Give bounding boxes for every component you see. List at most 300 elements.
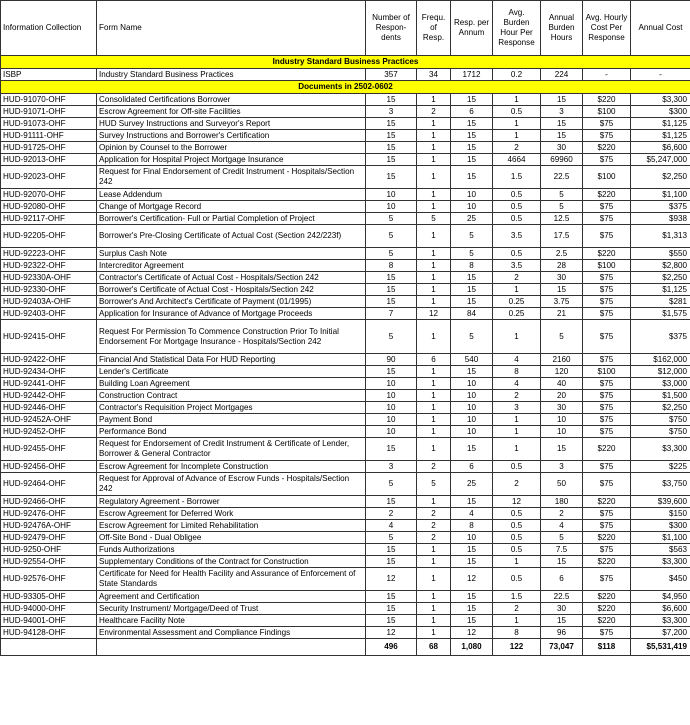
cell-respondents: 15 — [366, 142, 417, 154]
cell-avg-burden: 1 — [493, 320, 541, 354]
cell-form-name: Escrow Agreement for Limited Rehabilitation — [97, 520, 366, 532]
cell-annual-cost: $225 — [631, 461, 690, 473]
cell-form-name: Agreement and Certification — [97, 591, 366, 603]
cell-info-collection: HUD-91073-OHF — [1, 118, 97, 130]
cell-frequency: 2 — [417, 532, 451, 544]
table-row — [1, 414, 690, 426]
cell-annual-cost: $563 — [631, 544, 690, 556]
cell-form-name: Financial And Statistical Data For HUD Reporting — [97, 354, 366, 366]
cell-hourly-cost: $220 — [583, 142, 631, 154]
cell-annual-hours: 30 — [541, 142, 583, 154]
cell-annual-cost: $281 — [631, 296, 690, 308]
cell-respondents: 5 — [366, 320, 417, 354]
cell-info-collection: HUD-92223-OHF — [1, 248, 97, 260]
cell-hourly-cost: $75 — [583, 414, 631, 426]
cell-info-collection: HUD-92455-OHF — [1, 438, 97, 461]
cell-annual-hours: 5 — [541, 201, 583, 213]
cell-info-collection: HUD-94001-OHF — [1, 615, 97, 627]
cell-annual-cost: $162,000 — [631, 354, 690, 366]
cell-hourly-cost: $75 — [583, 390, 631, 402]
cell-resp-per-annum: 10 — [451, 390, 493, 402]
cell-avg-burden: 12 — [493, 496, 541, 508]
cell-resp-per-annum: 25 — [451, 473, 493, 496]
cell-respondents: 15 — [366, 130, 417, 142]
cell-frequency: 1 — [417, 201, 451, 213]
cell-form-name: Borrower's Certification- Full or Partial Completion of Project — [97, 213, 366, 225]
table-row — [1, 225, 690, 248]
cell-frequency: 1 — [417, 438, 451, 461]
cell-avg-burden: 1 — [493, 284, 541, 296]
cell-annual-hours: 10 — [541, 414, 583, 426]
cell-hourly-cost: $75 — [583, 320, 631, 354]
cell-respondents: 5 — [366, 248, 417, 260]
cell-resp-per-annum: 25 — [451, 213, 493, 225]
cell-annual-cost: $750 — [631, 414, 690, 426]
cell-frequency: 5 — [417, 213, 451, 225]
table-row — [1, 508, 690, 520]
cell-resp-per-annum: 5 — [451, 225, 493, 248]
table-row — [1, 627, 690, 639]
cell-annual-hours: 15 — [541, 130, 583, 142]
cell-hourly-cost: $75 — [583, 296, 631, 308]
cell-respondents: 5 — [366, 532, 417, 544]
cell-hourly-cost: $220 — [583, 556, 631, 568]
cell-resp-per-annum: 10 — [451, 402, 493, 414]
cell-form-name: Surplus Cash Note — [97, 248, 366, 260]
table-row — [1, 260, 690, 272]
cell-form-name: Lease Addendum — [97, 189, 366, 201]
cell-hourly-cost: $220 — [583, 438, 631, 461]
total-frequency: 68 — [417, 639, 451, 656]
cell-annual-hours: 30 — [541, 402, 583, 414]
cell-annual-hours: 15 — [541, 284, 583, 296]
header-row — [1, 1, 690, 56]
cell-hourly-cost: $75 — [583, 308, 631, 320]
table-row — [1, 154, 690, 166]
cell-annual-cost: $1,500 — [631, 390, 690, 402]
cell-frequency: 1 — [417, 284, 451, 296]
table-row — [1, 461, 690, 473]
cell-annual-hours: 30 — [541, 272, 583, 284]
cell-avg-burden: 0.5 — [493, 213, 541, 225]
table-row — [1, 189, 690, 201]
cell-hourly-cost: $75 — [583, 402, 631, 414]
cell-resp-per-annum: 540 — [451, 354, 493, 366]
cell-resp-per-annum: 15 — [451, 366, 493, 378]
cell-resp-per-annum: 15 — [451, 615, 493, 627]
cell-resp-per-annum: 10 — [451, 414, 493, 426]
cell-annual-hours: 15 — [541, 118, 583, 130]
cell-form-name: Supplementary Conditions of the Contract for Construction — [97, 556, 366, 568]
cell-annual-cost: $12,000 — [631, 366, 690, 378]
cell-info-collection: HUD-91070-OHF — [1, 94, 97, 106]
cell-form-name: Request for Approval of Advance of Escrow Funds - Hospitals/Section 242 — [97, 473, 366, 496]
cell-info-collection: HUD-92070-OHF — [1, 189, 97, 201]
cell-hourly-cost: $220 — [583, 603, 631, 615]
cell-respondents: 15 — [366, 94, 417, 106]
cell-resp-per-annum: 15 — [451, 556, 493, 568]
cell-hourly-cost: $75 — [583, 130, 631, 142]
cell-annual-hours: 15 — [541, 94, 583, 106]
cell-resp-per-annum: 10 — [451, 201, 493, 213]
cell-info-collection: HUD-92403A-OHF — [1, 296, 97, 308]
cell-annual-hours: 2.5 — [541, 248, 583, 260]
cell-info-collection: HUD-92434-OHF — [1, 366, 97, 378]
cell-resp-per-annum: 10 — [451, 426, 493, 438]
cell-info-collection — [1, 639, 97, 656]
table-row — [1, 248, 690, 260]
cell-hourly-cost: $75 — [583, 225, 631, 248]
cell-info-collection: HUD-92330-OHF — [1, 284, 97, 296]
cell-annual-hours: 12.5 — [541, 213, 583, 225]
cell-info-collection: HUD-92403-OHF — [1, 308, 97, 320]
cell-info-collection: HUD-94128-OHF — [1, 627, 97, 639]
cell-avg-burden: 0.5 — [493, 544, 541, 556]
cell-annual-cost: $750 — [631, 426, 690, 438]
cell-frequency: 1 — [417, 568, 451, 591]
cell-resp-per-annum: 4 — [451, 508, 493, 520]
cell-form-name: Borrower's And Architect's Certificate of Payment (01/1995) — [97, 296, 366, 308]
cell-frequency: 1 — [417, 426, 451, 438]
cell-annual-cost: - — [631, 69, 690, 81]
table-row — [1, 213, 690, 225]
cell-avg-burden: 0.5 — [493, 508, 541, 520]
table-row — [1, 378, 690, 390]
table-row — [1, 390, 690, 402]
cell-hourly-cost: $75 — [583, 426, 631, 438]
cell-form-name: Off-Site Bond - Dual Obligee — [97, 532, 366, 544]
cell-info-collection: HUD-92441-OHF — [1, 378, 97, 390]
cell-annual-hours: 224 — [541, 69, 583, 81]
table-row — [1, 272, 690, 284]
header-frequency: Frequ. of Resp. — [417, 1, 451, 56]
cell-respondents: 12 — [366, 568, 417, 591]
cell-resp-per-annum: 10 — [451, 189, 493, 201]
table-row — [1, 69, 690, 81]
cell-respondents: 10 — [366, 189, 417, 201]
cell-frequency: 5 — [417, 473, 451, 496]
cell-form-name: Lender's Certificate — [97, 366, 366, 378]
cell-resp-per-annum: 5 — [451, 320, 493, 354]
cell-resp-per-annum: 15 — [451, 591, 493, 603]
cell-annual-hours: 7.5 — [541, 544, 583, 556]
cell-frequency: 1 — [417, 130, 451, 142]
cell-avg-burden: 1.5 — [493, 166, 541, 189]
cell-hourly-cost: $75 — [583, 354, 631, 366]
table-row — [1, 473, 690, 496]
cell-avg-burden: 3 — [493, 402, 541, 414]
cell-frequency: 1 — [417, 189, 451, 201]
cell-hourly-cost: $220 — [583, 496, 631, 508]
cell-info-collection: HUD-91725-OHF — [1, 142, 97, 154]
cell-info-collection: HUD-92456-OHF — [1, 461, 97, 473]
cell-hourly-cost: $220 — [583, 591, 631, 603]
table-row — [1, 603, 690, 615]
cell-hourly-cost: $100 — [583, 260, 631, 272]
cell-frequency: 6 — [417, 354, 451, 366]
cell-info-collection: HUD-93305-OHF — [1, 591, 97, 603]
cell-avg-burden: 0.5 — [493, 189, 541, 201]
cell-respondents: 15 — [366, 154, 417, 166]
cell-avg-burden: 1 — [493, 615, 541, 627]
cell-annual-cost: $3,300 — [631, 615, 690, 627]
cell-frequency: 2 — [417, 508, 451, 520]
cell-annual-hours: 30 — [541, 603, 583, 615]
cell-frequency: 1 — [417, 166, 451, 189]
cell-frequency: 1 — [417, 260, 451, 272]
cell-avg-burden: 2 — [493, 272, 541, 284]
cell-resp-per-annum: 84 — [451, 308, 493, 320]
cell-form-name: Contractor's Certificate of Actual Cost - Hospitals/Section 242 — [97, 272, 366, 284]
cell-hourly-cost: $75 — [583, 378, 631, 390]
table-row — [1, 591, 690, 603]
cell-resp-per-annum: 15 — [451, 118, 493, 130]
cell-annual-hours: 22.5 — [541, 166, 583, 189]
cell-form-name: Industry Standard Business Practices — [97, 69, 366, 81]
cell-info-collection: ISBP — [1, 69, 97, 81]
table-row — [1, 106, 690, 118]
cell-frequency: 1 — [417, 544, 451, 556]
table-body — [1, 56, 690, 639]
cell-respondents: 15 — [366, 166, 417, 189]
cell-resp-per-annum: 1712 — [451, 69, 493, 81]
cell-form-name: Environmental Assessment and Compliance Findings — [97, 627, 366, 639]
cell-form-name — [97, 639, 366, 656]
cell-form-name: Application for Insurance of Advance of Mortgage Proceeds — [97, 308, 366, 320]
cell-respondents: 15 — [366, 284, 417, 296]
cell-frequency: 1 — [417, 390, 451, 402]
table-row — [1, 296, 690, 308]
cell-frequency: 1 — [417, 272, 451, 284]
cell-frequency: 1 — [417, 615, 451, 627]
cell-resp-per-annum: 12 — [451, 568, 493, 591]
cell-avg-burden: 0.2 — [493, 69, 541, 81]
cell-annual-cost: $3,300 — [631, 438, 690, 461]
cell-frequency: 1 — [417, 296, 451, 308]
cell-annual-hours: 96 — [541, 627, 583, 639]
header-annual-hours: Annual Burden Hours — [541, 1, 583, 56]
cell-form-name: Borrower's Certificate of Actual Cost - Hospitals/Section 242 — [97, 284, 366, 296]
header-form-name: Form Name — [97, 1, 366, 56]
cell-form-name: Certificate for Need for Health Facility and Assurance of Enforcement of State Standards — [97, 568, 366, 591]
header-hourly-cost: Avg. Hourly Cost Per Response — [583, 1, 631, 56]
cell-frequency: 2 — [417, 520, 451, 532]
cell-annual-hours: 21 — [541, 308, 583, 320]
cell-annual-cost: $1,125 — [631, 118, 690, 130]
cell-respondents: 8 — [366, 260, 417, 272]
cell-annual-hours: 15 — [541, 438, 583, 461]
cell-avg-burden: 2 — [493, 473, 541, 496]
table-row — [1, 201, 690, 213]
cell-respondents: 15 — [366, 438, 417, 461]
table-row — [1, 320, 690, 354]
cell-annual-hours: 10 — [541, 426, 583, 438]
cell-resp-per-annum: 15 — [451, 166, 493, 189]
cell-annual-hours: 40 — [541, 378, 583, 390]
cell-annual-hours: 22.5 — [541, 591, 583, 603]
cell-annual-hours: 120 — [541, 366, 583, 378]
cell-annual-cost: $1,100 — [631, 189, 690, 201]
cell-form-name: Request For Permission To Commence Construction Prior To Initial Endorsement For Mortgage Insurance - Hospitals/Section 242 — [97, 320, 366, 354]
cell-frequency: 2 — [417, 106, 451, 118]
cell-annual-cost: $1,100 — [631, 532, 690, 544]
cell-annual-cost: $2,250 — [631, 166, 690, 189]
cell-info-collection: HUD-92446-OHF — [1, 402, 97, 414]
cell-annual-hours: 28 — [541, 260, 583, 272]
cell-annual-cost: $3,750 — [631, 473, 690, 496]
cell-respondents: 15 — [366, 366, 417, 378]
cell-form-name: Request for Final Endorsement of Credit Instrument - Hospitals/Section 242 — [97, 166, 366, 189]
cell-avg-burden: 1 — [493, 556, 541, 568]
cell-frequency: 1 — [417, 225, 451, 248]
cell-form-name: Performance Bond — [97, 426, 366, 438]
cell-resp-per-annum: 15 — [451, 496, 493, 508]
table-row — [1, 94, 690, 106]
cell-annual-hours: 20 — [541, 390, 583, 402]
table-row — [1, 118, 690, 130]
cell-resp-per-annum: 6 — [451, 106, 493, 118]
cell-form-name: HUD Survey Instructions and Surveyor's Report — [97, 118, 366, 130]
cell-info-collection: HUD-9250-OHF — [1, 544, 97, 556]
cell-resp-per-annum: 12 — [451, 627, 493, 639]
cell-frequency: 1 — [417, 556, 451, 568]
cell-respondents: 357 — [366, 69, 417, 81]
total-annual-hours: 73,047 — [541, 639, 583, 656]
cell-form-name: Building Loan Agreement — [97, 378, 366, 390]
cell-respondents: 15 — [366, 603, 417, 615]
cell-hourly-cost: $75 — [583, 544, 631, 556]
cell-hourly-cost: $75 — [583, 568, 631, 591]
cell-avg-burden: 1 — [493, 130, 541, 142]
cell-frequency: 1 — [417, 320, 451, 354]
cell-hourly-cost: $100 — [583, 366, 631, 378]
cell-avg-burden: 1 — [493, 414, 541, 426]
cell-form-name: Intercreditor Agreement — [97, 260, 366, 272]
cell-annual-hours: 180 — [541, 496, 583, 508]
header-annual-cost: Annual Cost — [631, 1, 690, 56]
cell-avg-burden: 8 — [493, 366, 541, 378]
cell-resp-per-annum: 10 — [451, 378, 493, 390]
table-row — [1, 366, 690, 378]
cell-respondents: 90 — [366, 354, 417, 366]
cell-annual-hours: 2160 — [541, 354, 583, 366]
cell-hourly-cost: $220 — [583, 248, 631, 260]
cell-hourly-cost: $75 — [583, 473, 631, 496]
section-title: Documents in 2502-0602 — [1, 81, 690, 94]
cell-info-collection: HUD-91111-OHF — [1, 130, 97, 142]
cell-info-collection: HUD-92117-OHF — [1, 213, 97, 225]
cell-form-name: Borrower's Pre-Closing Certificate of Actual Cost (Section 242/223f) — [97, 225, 366, 248]
cell-respondents: 15 — [366, 556, 417, 568]
cell-annual-hours: 69960 — [541, 154, 583, 166]
table-row — [1, 520, 690, 532]
header-resp-per-annum: Resp. per Annum — [451, 1, 493, 56]
cell-annual-hours: 5 — [541, 189, 583, 201]
cell-annual-hours: 5 — [541, 320, 583, 354]
cell-frequency: 1 — [417, 118, 451, 130]
cell-resp-per-annum: 15 — [451, 130, 493, 142]
cell-info-collection: HUD-92415-OHF — [1, 320, 97, 354]
cell-annual-cost: $450 — [631, 568, 690, 591]
cell-info-collection: HUD-92452A-OHF — [1, 414, 97, 426]
cell-hourly-cost: $220 — [583, 94, 631, 106]
table-row — [1, 532, 690, 544]
total-respondents: 496 — [366, 639, 417, 656]
cell-hourly-cost: $100 — [583, 166, 631, 189]
cell-annual-cost: $3,300 — [631, 94, 690, 106]
cell-form-name: Escrow Agreement for Off-site Facilities — [97, 106, 366, 118]
cell-info-collection: HUD-92464-OHF — [1, 473, 97, 496]
cell-info-collection: HUD-92330A-OHF — [1, 272, 97, 284]
cell-annual-hours: 4 — [541, 520, 583, 532]
cell-respondents: 10 — [366, 378, 417, 390]
table-row — [1, 556, 690, 568]
cell-resp-per-annum: 15 — [451, 94, 493, 106]
cell-annual-hours: 6 — [541, 568, 583, 591]
cell-form-name: Construction Contract — [97, 390, 366, 402]
cell-resp-per-annum: 15 — [451, 438, 493, 461]
cell-respondents: 10 — [366, 414, 417, 426]
cell-avg-burden: 0.5 — [493, 461, 541, 473]
cell-avg-burden: 1 — [493, 118, 541, 130]
cell-respondents: 15 — [366, 615, 417, 627]
cell-avg-burden: 1 — [493, 438, 541, 461]
table-row — [1, 615, 690, 627]
cell-info-collection: HUD-92452-OHF — [1, 426, 97, 438]
cell-frequency: 1 — [417, 378, 451, 390]
cell-info-collection: HUD-92080-OHF — [1, 201, 97, 213]
cell-frequency: 1 — [417, 414, 451, 426]
cell-annual-hours: 15 — [541, 615, 583, 627]
section-band — [1, 56, 690, 69]
cell-respondents: 2 — [366, 508, 417, 520]
cell-form-name: Contractor's Requisition Project Mortgages — [97, 402, 366, 414]
cell-info-collection: HUD-92476A-OHF — [1, 520, 97, 532]
cell-form-name: Funds Authorizations — [97, 544, 366, 556]
cell-annual-cost: $375 — [631, 201, 690, 213]
cell-hourly-cost: $75 — [583, 154, 631, 166]
cell-annual-cost: $6,600 — [631, 603, 690, 615]
cell-avg-burden: 2 — [493, 142, 541, 154]
cell-hourly-cost: $75 — [583, 118, 631, 130]
cell-avg-burden: 0.25 — [493, 308, 541, 320]
table-row — [1, 568, 690, 591]
cell-annual-cost: $6,600 — [631, 142, 690, 154]
cell-form-name: Request for Endorsement of Credit Instrument & Certificate of Lender, Borrower & General Contractor — [97, 438, 366, 461]
cell-info-collection: HUD-92576-OHF — [1, 568, 97, 591]
cell-avg-burden: 3.5 — [493, 260, 541, 272]
cell-annual-cost: $1,313 — [631, 225, 690, 248]
cell-hourly-cost: $75 — [583, 201, 631, 213]
totals-row — [1, 639, 690, 656]
table-row — [1, 284, 690, 296]
cell-form-name: Application for Hospital Project Mortgage Insurance — [97, 154, 366, 166]
total-hourly-cost: $118 — [583, 639, 631, 656]
cell-annual-hours: 2 — [541, 508, 583, 520]
cell-annual-cost: $550 — [631, 248, 690, 260]
cell-form-name: Escrow Agreement for Deferred Work — [97, 508, 366, 520]
cell-info-collection: HUD-92442-OHF — [1, 390, 97, 402]
cell-resp-per-annum: 15 — [451, 272, 493, 284]
cell-resp-per-annum: 15 — [451, 284, 493, 296]
table-row — [1, 308, 690, 320]
cell-respondents: 15 — [366, 118, 417, 130]
cell-info-collection: HUD-92554-OHF — [1, 556, 97, 568]
cell-hourly-cost: $75 — [583, 461, 631, 473]
cell-frequency: 1 — [417, 591, 451, 603]
cell-avg-burden: 4 — [493, 378, 541, 390]
cell-avg-burden: 2 — [493, 603, 541, 615]
